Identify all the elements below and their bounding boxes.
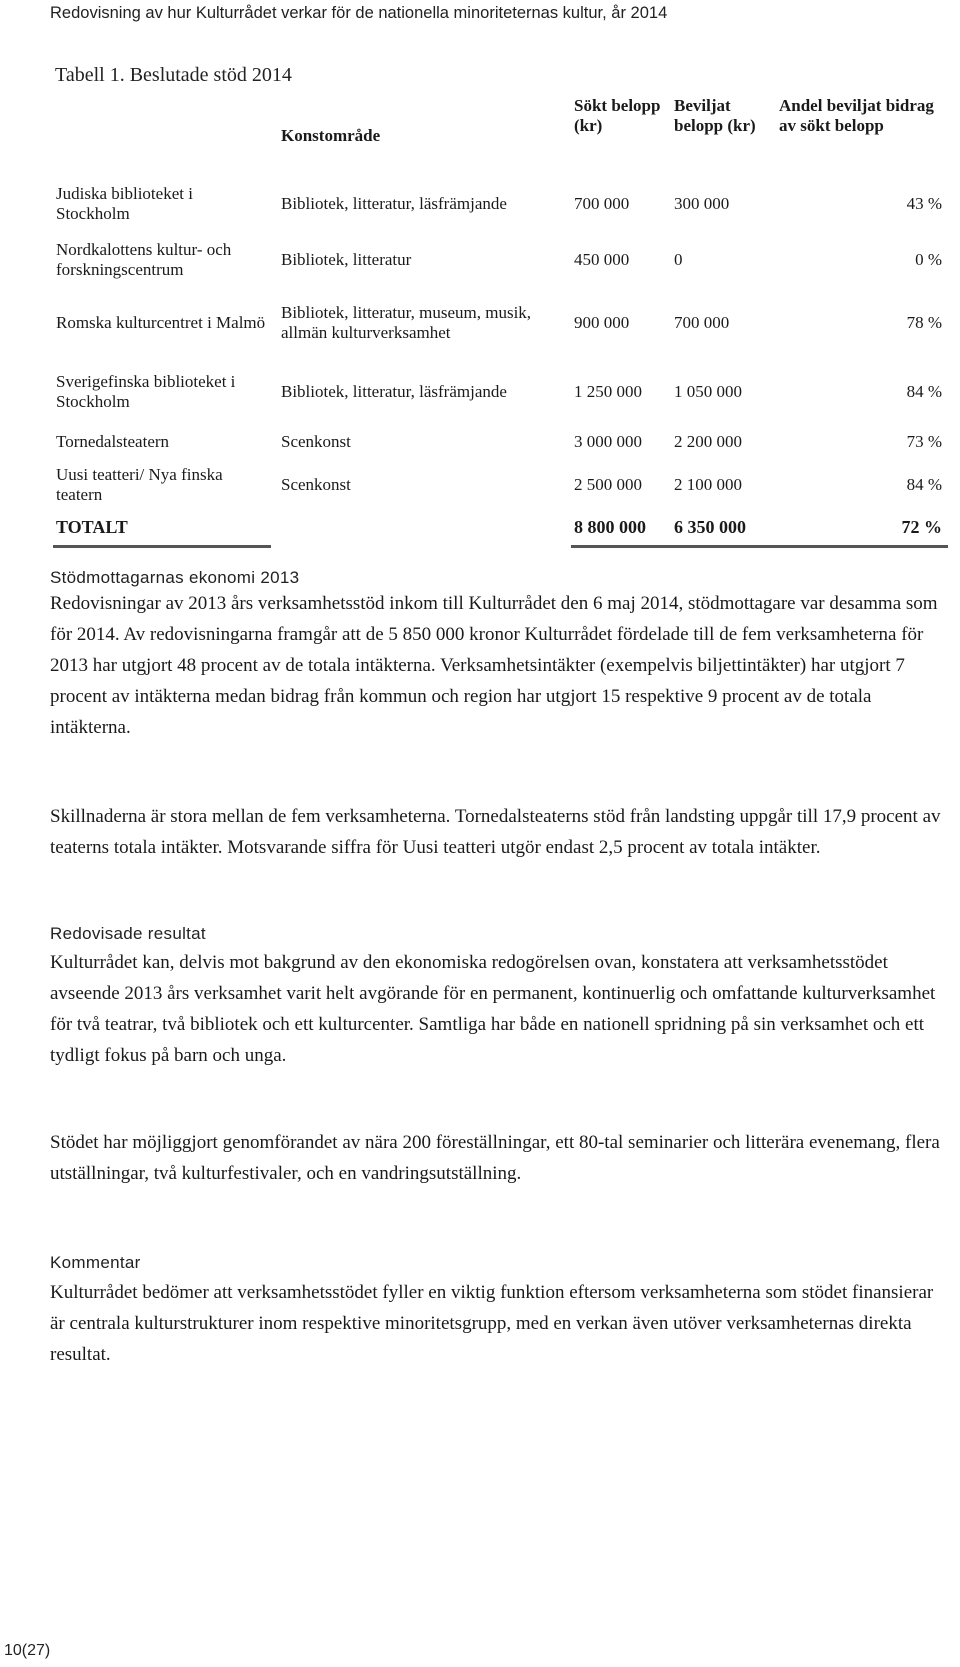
table-row <box>53 458 948 512</box>
konstomrade-cell: Scenkonst <box>281 431 351 451</box>
header-andel: Andel beviljat bidrag av sökt belopp <box>779 96 934 136</box>
beviljat-cell: 1 050 000 <box>674 381 742 401</box>
total-empty-cell <box>271 512 571 546</box>
organisation-cell: Judiska biblioteket i Stockholm <box>56 183 193 223</box>
header-beviljat: Beviljat belopp (kr) <box>674 96 756 136</box>
table-row <box>53 176 948 232</box>
organisation-cell: Sverigefinska biblioteket i Stockholm <box>56 371 236 411</box>
table-header-row <box>53 96 948 176</box>
andel-cell: 84 % <box>906 381 942 401</box>
beviljat-cell: 300 000 <box>674 193 730 213</box>
beviljat-cell: 2 100 000 <box>674 474 742 494</box>
sokt-cell: 1 250 000 <box>574 381 642 401</box>
konstomrade-cell: Bibliotek, litteratur, läsfrämjande <box>281 193 507 213</box>
header-organisation <box>53 96 271 176</box>
konstomrade-cell: Bibliotek, litteratur <box>281 249 412 269</box>
total-label: TOTALT <box>53 512 271 546</box>
sokt-cell: 700 000 <box>574 193 630 213</box>
total-andel: 72 % <box>776 512 948 546</box>
beviljat-cell: 700 000 <box>674 312 730 332</box>
andel-cell: 0 % <box>915 249 942 269</box>
table-row <box>53 358 948 426</box>
andel-cell: 84 % <box>906 474 942 494</box>
andel-cell: 43 % <box>906 193 942 213</box>
header-konstomrade: Konstområde <box>281 125 381 145</box>
table-row <box>53 232 948 288</box>
konstomrade-cell: Scenkonst <box>281 474 351 494</box>
running-header: Redovisning av hur Kulturrådet verkar för de nationella minoriteternas kultur, år 2014 <box>50 4 668 22</box>
konstomrade-cell: Bibliotek, litteratur, läsfrämjande <box>281 381 507 401</box>
organisation-cell: Nordkalottens kultur- och forskningscentrum <box>56 239 232 279</box>
header-sokt: Sökt belopp (kr) <box>574 96 661 136</box>
organisation-cell: Tornedalsteatern <box>56 431 170 451</box>
paragraph-ekonomi-1: Redovisningar av 2013 års verksamhetsstöd inkom till Kulturrådet den 6 maj 2014, stödmottagare var desamma som för 2014. Av redovisningarna framgår att de 5 850 000 kronor Kulturrådet fördelade till de fem verksamheterna för 2013 har utgjort 48 procent av de totala intäkterna. Verksamhetsintäkter (exempelvis biljettintäkter) har utgjort 7 procent av intäkterna medan bidrag från kommun och region har utgjort 15 respektive 9 procent av de totala intäkterna. <box>50 593 938 738</box>
sokt-cell: 3 000 000 <box>574 431 642 451</box>
table-row <box>53 426 948 458</box>
page-number: 10(27) <box>4 1642 51 1659</box>
sokt-cell: 2 500 000 <box>574 474 642 494</box>
konstomrade-cell: Bibliotek, litteratur, museum, musik, allmän kulturverksamhet <box>281 302 532 342</box>
paragraph-ekonomi-2: Skillnaderna är stora mellan de fem verksamheterna. Tornedalsteaterns stöd från landsting uppgår till 17,9 procent av teaterns totala intäkter. Motsvarande siffra för Uusi teatteri utgör endast 2,5 procent av totala intäkter. <box>50 806 941 858</box>
paragraph-kommentar: Kulturrådet bedömer att verksamhetsstödet fyller en viktig funktion eftersom verksamheterna som stödet finansierar är centrala kulturstrukturer inom respektive minoritetsgrupp, med en verkan även utöver verksamheternas direkta resultat. <box>50 1282 934 1365</box>
andel-cell: 73 % <box>906 431 942 451</box>
sokt-cell: 450 000 <box>574 249 630 269</box>
organisation-cell: Uusi teatteri/ Nya finska teatern <box>56 464 223 504</box>
beviljat-cell: 2 200 000 <box>674 431 742 451</box>
section-title-kommentar: Kommentar <box>50 1253 141 1272</box>
andel-cell: 78 % <box>906 312 942 332</box>
total-sokt: 8 800 000 <box>571 512 671 546</box>
organisation-cell: Romska kulturcentret i Malmö <box>56 312 266 332</box>
total-row <box>53 512 948 546</box>
beviljat-cell: 0 <box>674 249 683 269</box>
section-title-resultat: Redovisade resultat <box>50 924 206 943</box>
grants-table <box>53 96 948 548</box>
paragraph-resultat-2: Stödet har möjliggjort genomförandet av nära 200 föreställningar, ett 80-tal seminarier och litterära evenemang, flera utställningar, två kulturfestivaler, och en vandringsutställning. <box>50 1132 940 1184</box>
paragraph-resultat-1: Kulturrådet kan, delvis mot bakgrund av den ekonomiska redogörelsen ovan, konstatera att verksamhetsstödet avseende 2013 års verksamhet varit helt avgörande för en permanent, kontinuerlig och omfattande kulturverksamhet för två teatrar, två bibliotek och ett kulturcenter. Samtliga har både en nationell spridning på sin verksamhet och ett tydligt fokus på barn och unga. <box>50 952 936 1066</box>
total-beviljat: 6 350 000 <box>671 512 776 546</box>
sokt-cell: 900 000 <box>574 312 630 332</box>
table-row <box>53 288 948 358</box>
section-title-ekonomi: Stödmottagarnas ekonomi 2013 <box>50 568 300 587</box>
table-title: Tabell 1. Beslutade stöd 2014 <box>55 64 292 86</box>
